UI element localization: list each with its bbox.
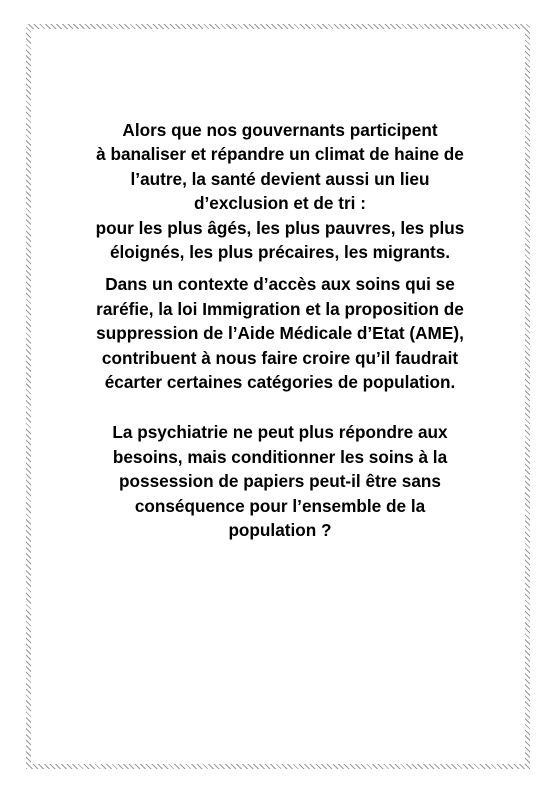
text-line: l’autre, la santé devient aussi un lieu (130, 168, 430, 189)
text-line: suppression de l’Aide Médicale d’Etat (AME), (96, 323, 464, 344)
text-line: La psychiatrie ne peut plus répondre aux (112, 422, 448, 443)
paragraph-intro (70, 118, 490, 264)
paragraph-context (70, 272, 490, 394)
paragraph-question (70, 420, 490, 542)
text-line: pour les plus âgés, les plus pauvres, les plus (95, 217, 465, 238)
text-line: contribuent à nous faire croire qu’il faudrait (101, 347, 459, 368)
text-line: à banaliser et répandre un climat de haine de (96, 144, 464, 165)
text-line: Alors que nos gouvernants participent (122, 120, 438, 140)
text-line: besoins, mais conditionner les soins à la (112, 446, 448, 467)
document-body (70, 118, 490, 543)
text-line: Dans un contexte d’accès aux soins qui se (105, 274, 455, 295)
text-line: population ? (228, 520, 332, 541)
text-line: éloignés, les plus précaires, les migrants. (109, 242, 451, 263)
text-line: possession de papiers peut-il être sans (119, 471, 441, 492)
text-line: raréfie, la loi Immigration et la proposition de (96, 298, 464, 319)
text-line: d’exclusion et de tri : (194, 193, 366, 214)
text-line: conséquence pour l’ensemble de la (134, 495, 426, 516)
text-line: écarter certaines catégories de population. (104, 372, 456, 393)
